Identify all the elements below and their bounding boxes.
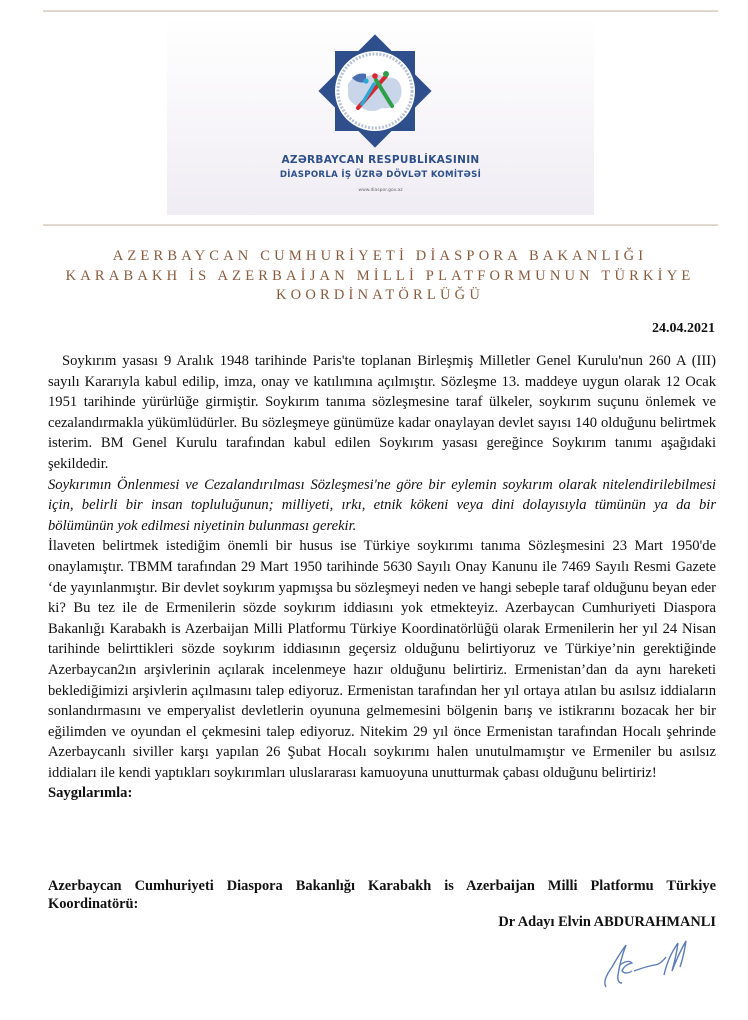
letter-body xyxy=(48,351,716,804)
document-date: 24.04.2021 xyxy=(652,321,715,336)
signer-title: Azerbaycan Cumhuriyeti Diaspora Bakanlığı Karabakh is Azerbaijan Milli Platformu Türkiye Koordinatörü: xyxy=(48,878,716,912)
heading-line-1: AZERBAYCAN CUMHURİYETİ DİASPORA BAKANLIĞI xyxy=(112,248,648,264)
logo-url: www.diaspor.gov.az xyxy=(358,188,403,193)
figure-head xyxy=(363,78,368,83)
paragraph-definition: Soykırımın Önlenmesi ve Cezalandırılması Sözleşmesi'ne göre bir eylemin soykırım olarak nitelendirilebilmesi için, belirli bir insan topluluğunun; milliyeti, ırkı, etnik kökeni veya dini dolayısıyla tümünün ya da bir bölümünün yok edilmesi niyetinin bulunması gerekir. xyxy=(48,476,716,534)
document-heading xyxy=(30,247,730,306)
handwritten-signature-icon xyxy=(598,935,708,995)
letterhead-logo xyxy=(167,16,594,215)
figure-head xyxy=(372,73,378,79)
signer-name: Dr Adayı Elvin ABDURAHMANLI xyxy=(498,914,716,930)
heading-line-2: KARABAKH İS AZERBAİJAN MİLLİ PLATFORMUNUN TÜRKİYE xyxy=(65,267,695,284)
greeting: Saygılarımla: xyxy=(48,785,133,802)
heading-line-3: KOORDİNATÖRLÜĞÜ xyxy=(276,287,484,303)
logo-text-line2: DİASPORLA İŞ ÜZRƏ DÖVLƏT KOMİTƏSİ xyxy=(279,170,482,180)
paragraph-1: Soykırım yasası 9 Aralık 1948 tarihinde Paris'te toplanan Birleşmiş Milletler Genel Kurulu'nun 260 A (III) sayılı Kararıyla kabul edilip, imza, onay ve katılımına açılmıştır. Sözleşme 13. maddeye uygun olarak 12 Ocak 1951 tarihinde yürürlüğe girmiştir. Soykırım tanıma sözleşmesine taraf ülkeler, soykırım suçunu önlemek ve cezalandırmakla yükümlüdürler. Bu sözleşmeye günümüze kadar onaylayan devlet sayısı 140 olduğunu belirtmek isterim. BM Genel Kurulu tarafından kabul edilen Soykırım yasası gereğince Soykırım tanımı aşağıdaki şekildedir. xyxy=(48,353,716,472)
paragraph-3: İlaveten belirtmek istediğim önemli bir husus ise Türkiye soykırımı tanıma Sözleşmesini 23 Mart 1950'de onaylamıştır. TBMM tarafından 29 Mart 1950 tarihinde 5630 Sayılı Onay Kanunu ile 7469 Sayılı Resmi Gazete ‘de yayınlanmıştır. Bir devlet soykırım yapmışsa bu sözleşmeyi neden ve hangi sebeple taraf olduğunu beyan eder ki? Bu tez ile de Ermenilerin sözde soykırım iddiasını yok etmekteyiz. Azerbaycan Cumhuriyeti Diaspora Bakanlığı Karabakh is Azerbaijan Milli Platformu Türkiye Koordinatörlüğü olarak Ermenilerin her yıl 24 Nisan tarihinde belirttikleri sözde soykırım iddiasının geçersiz olduğunu belirtiyoruz ve Türkiye’nin gerektiğinde Azerbaycan2ın arşivlerinin açılarak incelenmeye hazır olduğunu belirtiriz. Ermenistan’dan da aynı hareketi beklediğimizi arşivlerin açılmasını talep ediyoruz. Ermenistan tarafından her yıl ortaya atılan bu asılsız iddiaların sonlandırmasını ve emperyalist devletlerin oyununa gelmemesini bölgenin barış ve istikrarını bozacak her bir eğilimden ve oyundan el çekmesini talep ediyoruz. Nitekim 29 yıl önce Ermenistan tarafından Hocalı şehrinde Azerbaycanlı siviller karşı yapılan 26 Şubat Hocalı soykırımı halen unutulmamıştır ve Ermeniler bu asılsız iddiaları ile kendi yaptıkları soykırımları uluslararası kamuoyuna unutturmak çabası olduğunu belirtiriz! xyxy=(48,538,716,781)
diaspora-emblem-icon xyxy=(300,26,450,156)
figure-head xyxy=(383,71,389,77)
header-divider xyxy=(43,224,718,226)
logo-text-line1: AZƏRBAYCAN RESPUBLİKASININ xyxy=(281,154,480,166)
top-divider xyxy=(43,10,718,12)
